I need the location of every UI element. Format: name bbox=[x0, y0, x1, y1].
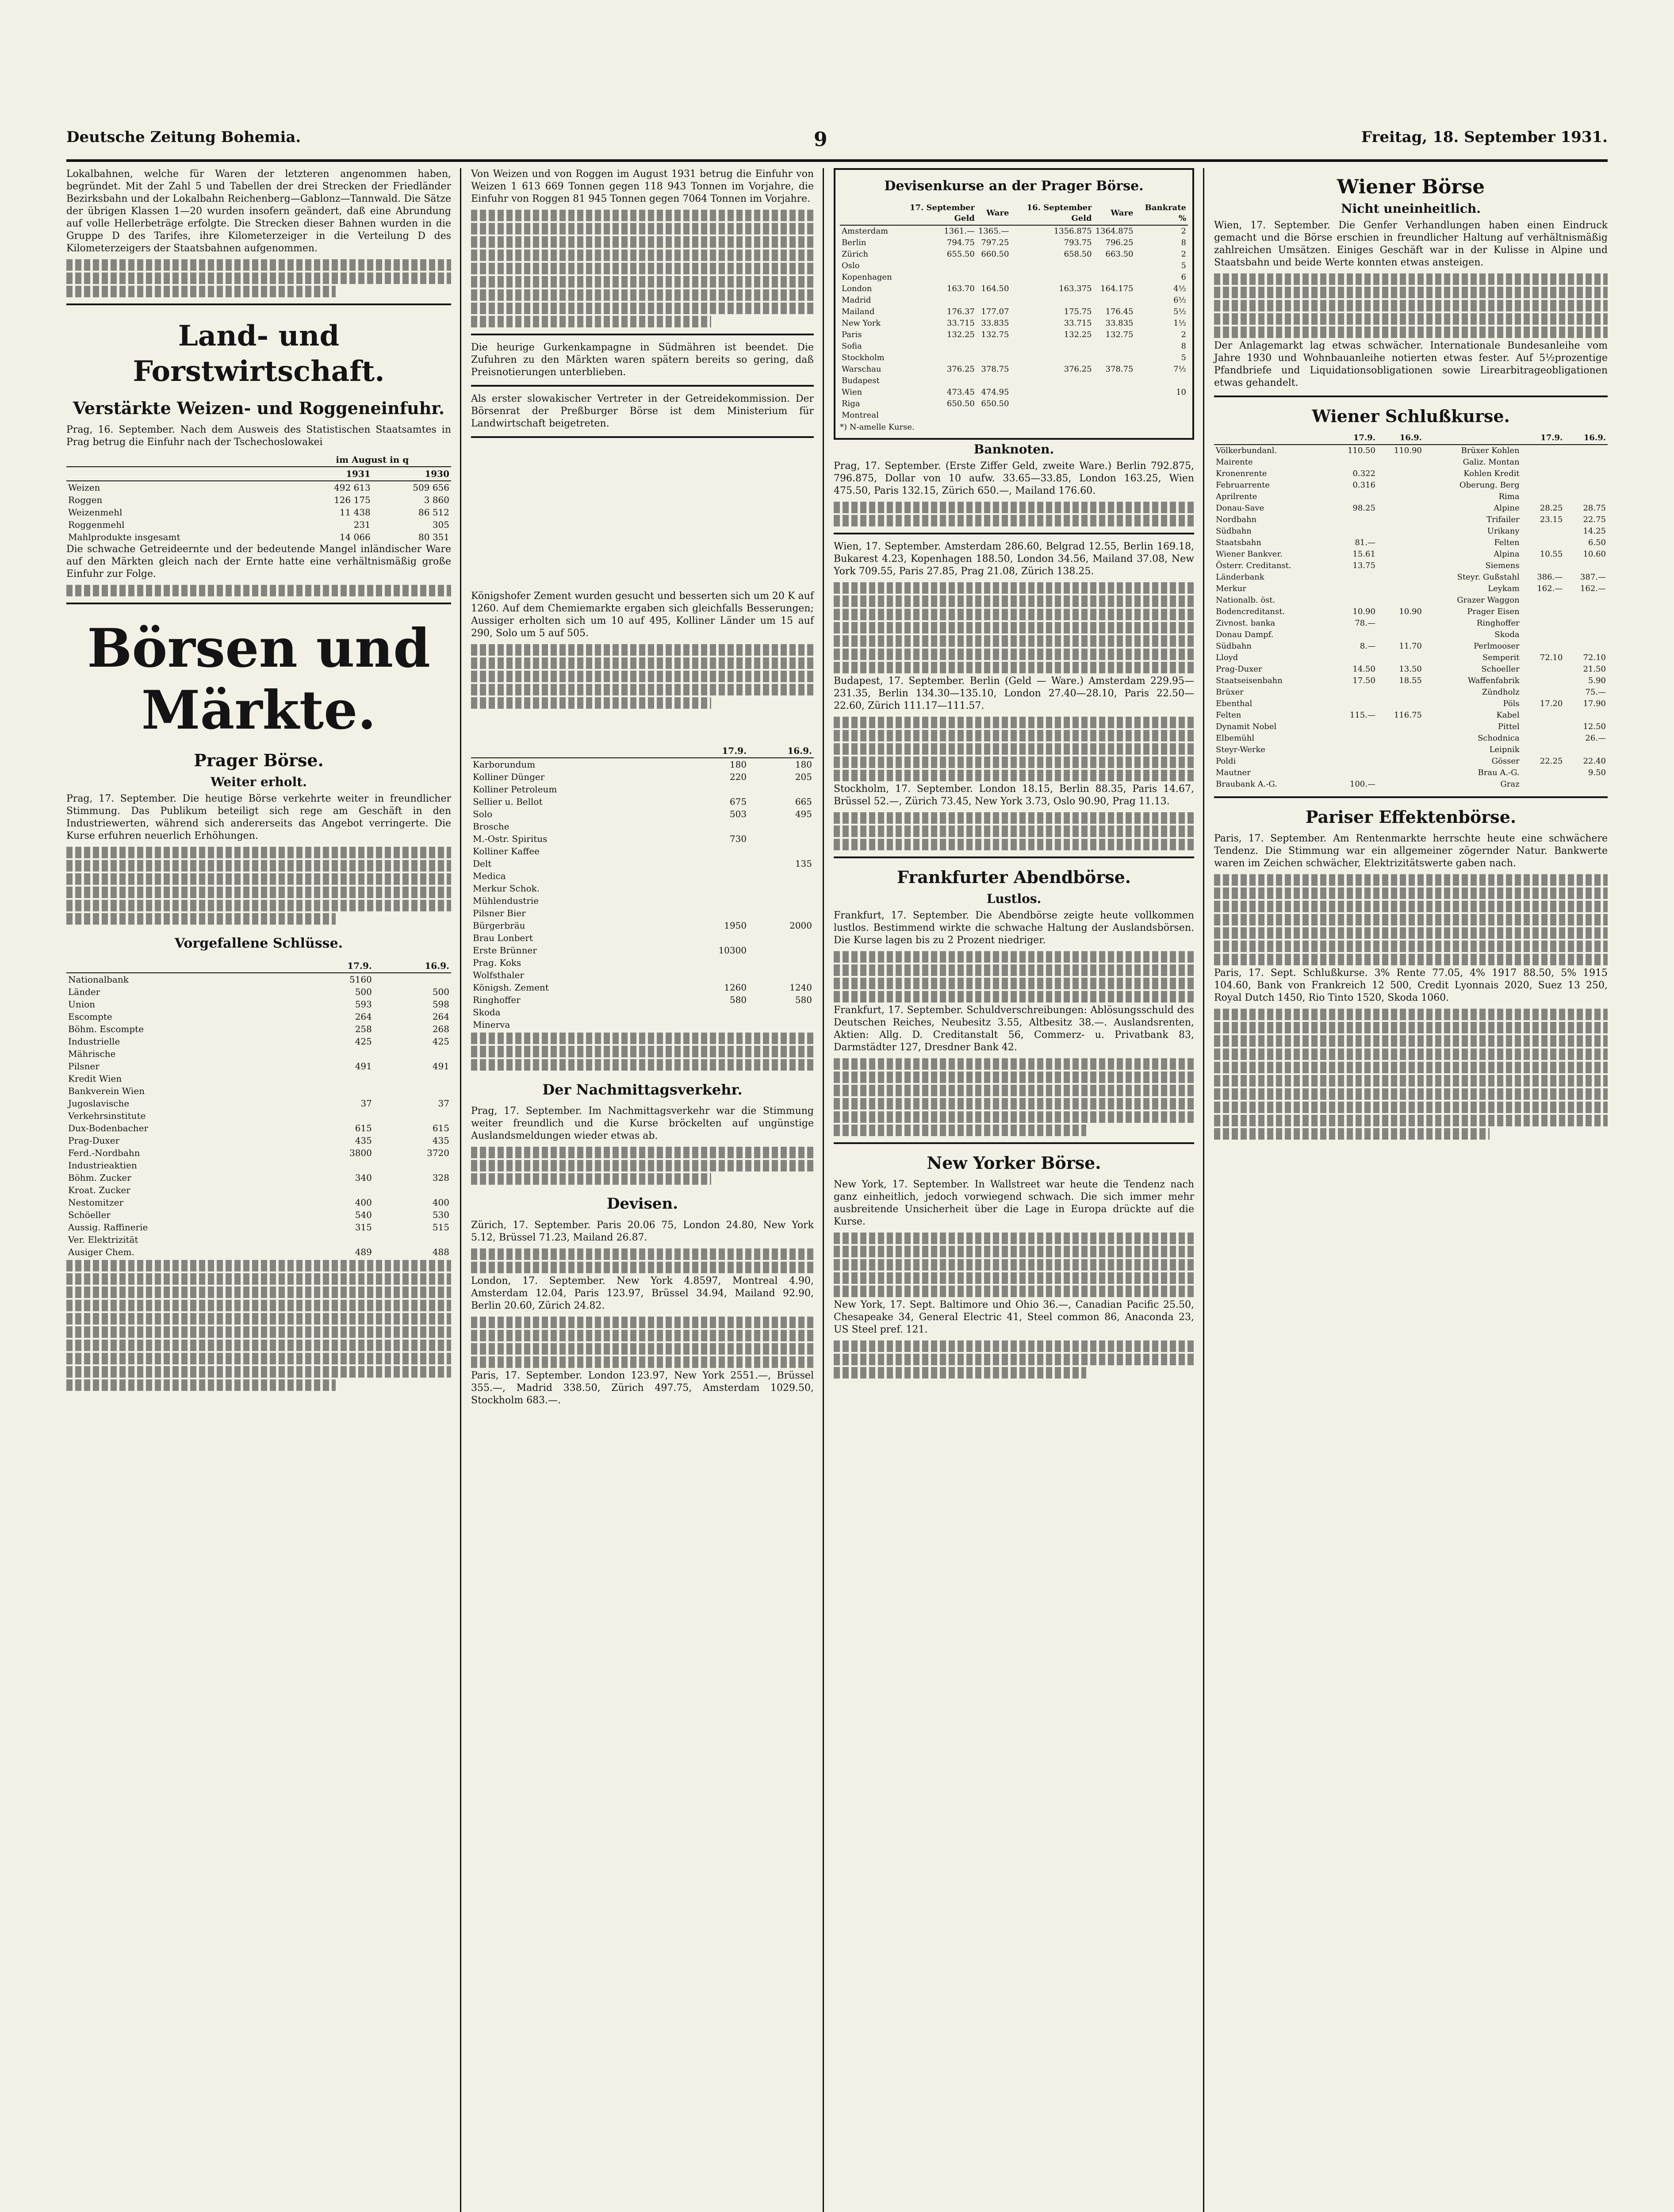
table-row: Solo 503 495 bbox=[473, 809, 812, 819]
table-row: Roggen 126 175 3 860 bbox=[68, 495, 449, 505]
text-line bbox=[1214, 874, 1608, 886]
section-rule bbox=[66, 303, 451, 305]
spacer bbox=[471, 444, 814, 590]
closing-table-2 bbox=[471, 744, 814, 1031]
table-row: Sofia 8 bbox=[842, 342, 1186, 351]
header-rule bbox=[66, 159, 1608, 162]
table-row: Brosche bbox=[473, 821, 509, 832]
newyork-text2: New York, 17. Sept. Baltimore und Ohio 36.—, Canadian Pacific 25.50, Chesapeake 34, General Electric 41, Steel common 86, Anaconda 23, US Steel pref. 121. bbox=[834, 1299, 1194, 1335]
article-rule bbox=[834, 1142, 1194, 1144]
text-line bbox=[834, 730, 1194, 741]
text-line bbox=[834, 812, 1194, 824]
running-head-date: Freitag, 18. September 1931. bbox=[1361, 128, 1608, 146]
table-row: Staatsbahn 81.— Felten 6.50 bbox=[1216, 538, 1606, 547]
table-row: Poldi Gösser 22.25 22.40 bbox=[1216, 757, 1606, 766]
table-row: Zivnost. banka 78.— Ringhoffer bbox=[1216, 618, 1520, 628]
table-row: Zürich 655.50 660.50 658.50 663.50 2 bbox=[842, 250, 1186, 259]
text-line bbox=[834, 515, 1194, 526]
text-line bbox=[471, 236, 814, 248]
text-line bbox=[834, 1098, 1194, 1110]
import-year-1931: 1931 bbox=[294, 467, 372, 481]
text-line bbox=[471, 697, 711, 709]
running-head-title: Deutsche Zeitung Bohemia. bbox=[66, 128, 301, 146]
text-line bbox=[66, 273, 451, 284]
column-4 bbox=[1214, 168, 1608, 1141]
table-row: Donau-Save 98.25 Alpine 28.25 28.75 bbox=[1216, 503, 1606, 513]
table-row: Ferd.-Nordbahn 3800 3720 bbox=[68, 1148, 449, 1158]
text-line bbox=[471, 316, 711, 327]
budapest-text: Budapest, 17. September. Berlin (Geld — Ware.) Amsterdam 229.95—231.35, Berlin 134.30—135.10, London 27.40—28.10, Paris 22.50—22.60, Zürich 111.17—111.57. bbox=[834, 676, 1194, 711]
text-line bbox=[834, 502, 1194, 513]
text-line bbox=[1214, 1009, 1608, 1020]
table-row: Stockholm 5 bbox=[842, 353, 1186, 362]
table-row: Merkur Schok. bbox=[473, 883, 540, 894]
text-line bbox=[834, 635, 1194, 647]
paris-text: Paris, 17. September. Am Rentenmarkte herrschte heute eine schwächere Tendenz. Die Stimmung war ein allgemeiner zögernder Natur. Bankwerte waren im Zeichen schwächer, Elektrizitätswerte gaben nach. bbox=[1214, 833, 1608, 869]
table-row: Mautner Brau A.-G. 9.50 bbox=[1216, 768, 1606, 777]
table-row: Skoda bbox=[473, 1007, 501, 1018]
text-line bbox=[834, 964, 1194, 976]
text-line bbox=[1214, 1115, 1608, 1126]
article-rule bbox=[834, 533, 1194, 534]
text-line bbox=[1214, 1102, 1608, 1113]
text-line bbox=[834, 1259, 1194, 1271]
import-col-unit: im August in q bbox=[294, 453, 451, 467]
text-line bbox=[834, 1367, 1086, 1379]
text-line bbox=[834, 1354, 1194, 1365]
text-line bbox=[834, 649, 1194, 660]
table-row: Steyr-Werke Leipnik bbox=[1216, 745, 1520, 754]
text-line bbox=[1214, 1035, 1608, 1047]
text-line bbox=[66, 1260, 451, 1271]
table-row: Karborundum 180 180 bbox=[473, 759, 812, 770]
table-row: Minerva bbox=[473, 1019, 510, 1030]
article-rule bbox=[834, 856, 1194, 858]
text-line bbox=[471, 303, 814, 314]
stock-text: Königshofer Zement wurden gesucht und besserten sich um 20 K auf 1260. Auf dem Chemiemarkte ergaben sich gleichfalls Besserungen; Aussiger erholten sich um 10 auf 495, Kolliner Länder um 15 auf 290, Solo um 5 auf 505. bbox=[471, 591, 814, 639]
big-title-markets: Börsen und Märkte. bbox=[87, 617, 430, 741]
table-row: Union 593 598 bbox=[68, 999, 449, 1010]
text-line bbox=[66, 259, 451, 271]
column-rule-1 bbox=[460, 168, 461, 2212]
text-line bbox=[1214, 927, 1608, 939]
frankfurt-sub: Lustlos. bbox=[986, 891, 1042, 906]
table-row: Mahlprodukte insgesamt 14 066 80 351 bbox=[68, 532, 449, 542]
newyork-text: New York, 17. September. In Wallstreet war heute die Tendenz nach ganz einheitlich, jedoch vorwiegend schwach. Die sich immer mehr ausbreitende Unsicherheit über die Lage in Europa drückte auf die Kurse. bbox=[834, 1179, 1194, 1227]
newyork-title: New Yorker Börse. bbox=[927, 1153, 1101, 1173]
table-row: Sellier u. Bellot 675 665 bbox=[473, 796, 812, 807]
text-line bbox=[471, 210, 814, 221]
market-text: Von Weizen und von Roggen im August 1931 betrug die Einfuhr von Weizen 1 613 669 Tonnen gegen 118 943 Tonnen im Vorjahre, die Einfuhr von Roggen 81 945 Tonnen gegen 7064 Tonnen im Vorjahre. bbox=[471, 169, 814, 204]
devisen-box bbox=[834, 168, 1194, 440]
text-line bbox=[471, 1330, 814, 1341]
table-row: Wien 473.45 474.95 10 bbox=[842, 388, 1186, 397]
article-text: Prag, 16. September. Nach dem Ausweis des Statistischen Staatsamtes in Prag betrug die Einfuhr nach der Tschechoslowakei bbox=[66, 424, 451, 448]
table-row: Oslo 5 bbox=[842, 261, 1186, 270]
table-row: Paris 132.25 132.75 132.25 132.75 2 bbox=[842, 330, 1186, 339]
text-line bbox=[66, 913, 336, 925]
table-row: Madrid 6½ bbox=[842, 296, 1186, 305]
text-line bbox=[834, 951, 1194, 963]
devisen-zurich: Zürich, 17. September. Paris 20.06 75, London 24.80, New York 5.12, Brüssel 71.23, Mailand 26.87. bbox=[471, 1220, 814, 1243]
text-line bbox=[1214, 914, 1608, 926]
table-row: Braubank A.-G. 100.— Graz bbox=[1216, 780, 1520, 789]
article-rule bbox=[471, 334, 814, 335]
text-line bbox=[1214, 326, 1608, 338]
prague-exchange-sub: Weiter erholt. bbox=[211, 775, 307, 789]
text-line bbox=[471, 1173, 711, 1185]
text-line bbox=[1214, 1088, 1608, 1100]
closing-title: Vorgefallene Schlüsse. bbox=[174, 936, 343, 951]
text-line bbox=[834, 991, 1194, 1002]
closing-table-1 bbox=[66, 959, 451, 1258]
table-row: Kronenrente 0.322 Kohlen Kredit bbox=[1216, 469, 1520, 478]
text-line bbox=[471, 276, 814, 288]
closing-col-date: 16.9. bbox=[748, 744, 814, 758]
table-row: Schöeller 540 530 bbox=[68, 1210, 449, 1220]
text-line bbox=[1214, 273, 1608, 285]
text-line bbox=[834, 622, 1194, 634]
table-row: Riga 650.50 650.50 bbox=[842, 399, 1009, 408]
text-line bbox=[834, 1085, 1194, 1096]
article-headline-imports: Verstärkte Weizen- und Roggeneinfuhr. bbox=[73, 398, 445, 418]
prague-text: Prag, 17. September. Die heutige Börse verkehrte weiter in freundlicher Stimmung. Das Publikum beteiligt sich rege am Geschäft in den Industriewerten, während sich andererseits das Angebot verringerte. Die Kurse erfuhren neuerlich Erhöhungen. bbox=[66, 793, 451, 841]
table-row: Brau Lonbert bbox=[473, 933, 533, 943]
text-line bbox=[471, 1356, 814, 1368]
text-line bbox=[834, 1272, 1194, 1284]
stockholm-text: Stockholm, 17. September. London 18.15, Berlin 88.35, Paris 14.67, Brüssel 52.—, Zürich 73.45, New York 3.73, Oslo 90.90, Prag 11.13. bbox=[834, 783, 1194, 807]
table-row: Mailand 176.37 177.07 175.75 176.45 5½ bbox=[842, 307, 1186, 316]
text-line bbox=[471, 1160, 814, 1171]
table-row: Böhm. Escompte 258 268 bbox=[68, 1024, 449, 1034]
table-row: Pilsner Bier bbox=[473, 908, 526, 918]
text-line bbox=[471, 1033, 814, 1044]
table-row: Industrieaktien bbox=[68, 1160, 137, 1171]
table-row: Bodencreditanst. 10.90 10.90 Prager Eisen bbox=[1216, 607, 1520, 616]
text-line bbox=[471, 1046, 814, 1057]
vienna-title: Wiener Börse bbox=[1337, 176, 1485, 198]
table-row: New York 33.715 33.835 33.715 33.835 1½ bbox=[842, 319, 1186, 328]
text-line bbox=[66, 900, 451, 911]
table-row: Kredit Wien bbox=[68, 1073, 122, 1084]
table-row: Kolliner Kaffee bbox=[473, 846, 540, 856]
devisen-note: *) N-amelle Kurse. bbox=[840, 422, 915, 432]
table-row: Wolfsthaler bbox=[473, 970, 524, 980]
table-row: Brüxer Zündholz 75.— bbox=[1216, 687, 1606, 697]
table-row: Ausiger Chem. 489 488 bbox=[68, 1247, 449, 1257]
text-line bbox=[66, 585, 451, 596]
table-row: Erste Brünner 10300 bbox=[473, 945, 747, 956]
table-row: Länder 500 500 bbox=[68, 987, 449, 997]
text-line bbox=[834, 1111, 1194, 1123]
text-line bbox=[1214, 287, 1608, 298]
text-line bbox=[471, 1059, 814, 1071]
table-row: Weizen 492 613 509 656 bbox=[68, 482, 449, 493]
closing-col-date: 17.9. bbox=[296, 959, 374, 973]
section-title-agriculture: Land- und Forstwirtschaft. bbox=[133, 319, 385, 388]
table-row: Mairente Galiz. Montan bbox=[1216, 457, 1520, 467]
text-line bbox=[834, 978, 1194, 989]
frankfurt-title: Frankfurter Abendbörse. bbox=[896, 867, 1131, 887]
table-row: Ringhoffer 580 580 bbox=[473, 995, 812, 1005]
article-rule bbox=[471, 385, 814, 387]
table-row: Medica bbox=[473, 871, 506, 881]
table-row: Februarrente 0.316 Oberung. Berg bbox=[1216, 480, 1520, 490]
table-row: Escompte 264 264 bbox=[68, 1011, 449, 1022]
text-line bbox=[471, 1262, 814, 1273]
table-row: Südbahn Urikany 14.25 bbox=[1216, 526, 1606, 536]
text-line bbox=[834, 1340, 1194, 1352]
text-line bbox=[66, 847, 451, 858]
table-row: Böhm. Zucker 340 328 bbox=[68, 1172, 449, 1183]
column-rule-3 bbox=[1203, 168, 1204, 2212]
text-line bbox=[834, 1125, 1086, 1136]
text-line bbox=[471, 1317, 814, 1328]
table-row: Königsh. Zement 1260 1240 bbox=[473, 982, 812, 993]
text-line bbox=[1214, 901, 1608, 912]
table-row: Bankverein Wien bbox=[68, 1086, 145, 1096]
table-row: Donau Dampf. Skoda bbox=[1216, 630, 1520, 639]
text-line bbox=[834, 826, 1194, 837]
text-line bbox=[834, 770, 1194, 781]
intro-paragraph: Lokalbahnen, welche für Waren der letzteren angenommen haben, begründet. Mit der Zahl 5 und Tabellen der drei Strecken der Friedländer Bezirksbahn und der Lokalbahn Reichenberg—Gablonz—Tannwald. Die Sätze der übrigen Klassen 1—20 wurden insofern geändert, daß eine Abrundung auf volle Hellerbeträge erfolgte. Die Strecken dieser Bahnen wurden in die Gruppe D des Tarifes, ihre Kilometerzeiger in die Verteilung D des Kilometerzeigers der Staatsbahnen aufgenommen. bbox=[66, 169, 451, 254]
prague-exchange-title: Prager Börse. bbox=[194, 750, 324, 770]
text-line bbox=[1214, 1062, 1608, 1073]
text-line bbox=[471, 1147, 814, 1158]
text-line bbox=[471, 250, 814, 261]
text-line bbox=[471, 1248, 814, 1260]
table-row: Nestomitzer 400 400 bbox=[68, 1197, 449, 1208]
table-row: Jugoslavische 37 37 bbox=[68, 1098, 449, 1109]
table-row: Kolliner Dünger 220 205 bbox=[473, 772, 812, 782]
article-rule bbox=[1214, 396, 1608, 397]
table-row: Lloyd Semperit 72.10 72.10 bbox=[1216, 653, 1606, 662]
table-row: Verkehrsinstitute bbox=[68, 1110, 146, 1121]
table-row: Delt 135 bbox=[473, 858, 812, 869]
traders-text: Als erster slowakischer Vertreter in der Getreidekommission. Der Börsenrat der Preßburger Börse ist dem Ministerium für Landwirtschaft beigetreten. bbox=[471, 393, 814, 429]
text-line bbox=[1214, 1048, 1608, 1060]
closing-col-date: 17.9. bbox=[675, 744, 748, 758]
text-line bbox=[834, 1071, 1194, 1083]
table-row: Nationalbank 5160 bbox=[68, 974, 372, 985]
text-line bbox=[1214, 941, 1608, 952]
table-row: Aussig. Raffinerie 315 515 bbox=[68, 1222, 449, 1233]
column-rule-2 bbox=[823, 168, 824, 2212]
devisen-london: London, 17. September. New York 4.8597, Montreal 4.90, Amsterdam 12.04, Paris 123.97, Brüssel 34.94, Mailand 92.90, Berlin 20.60, Zürich 24.82. bbox=[471, 1275, 814, 1311]
table-row: Montreal bbox=[842, 411, 879, 420]
table-row: Weizenmehl 11 438 86 512 bbox=[68, 507, 449, 518]
table-row: Industrielle 425 425 bbox=[68, 1036, 449, 1047]
table-row: Berlin 794.75 797.25 793.75 796.25 8 bbox=[842, 238, 1186, 247]
table-row: Ebenthal Pöls 17.20 17.90 bbox=[1216, 699, 1606, 708]
import-col-blank bbox=[66, 453, 294, 467]
banknotes-title: Banknoten. bbox=[973, 442, 1054, 457]
article-end: Die schwache Getreideernte und der bedeutende Mangel inländischer Ware auf den Märkten gleich nach der Ernte hatte eine verhältnismäßig große Einfuhr zur Folge. bbox=[66, 544, 451, 580]
text-line bbox=[834, 717, 1194, 728]
afternoon-text: Prag, 17. September. Im Nachmittagsverkehr war die Stimmung weiter freundlich und die Kurse bröckelten auf ungünstige Auslandsmeldungen wieder etwas ab. bbox=[471, 1106, 814, 1141]
text-line bbox=[471, 644, 814, 656]
text-line bbox=[1214, 1128, 1490, 1140]
table-row: Mühlendustrie bbox=[473, 895, 539, 906]
text-line bbox=[66, 1326, 451, 1338]
table-row: Ver. Elektrizität bbox=[68, 1234, 138, 1245]
table-row: Bürgerbräu 1950 2000 bbox=[473, 920, 812, 931]
text-line bbox=[66, 1286, 451, 1298]
column-1 bbox=[66, 168, 451, 1393]
text-line bbox=[1214, 954, 1608, 965]
devisen-table: 17. September Geld Ware 16. September Geld Ware Bankrate % Amsterdam 1361.— 1365.— 1356.875 1364.875 2 Berlin 794.75 797.25 793.75 796.25 8 Zürich 655.50 660.50 658.50 663.50 2 Oslo 5 Kopenhagen 6 London 163.70 164.50 163.375 164.175 4½ Madrid 6½ Mailand 176.37 177.07 175.75 176.45 5½ New York 33.715 33.835 33.715 33.835 1½ Paris 132.25 132.75 132.25 132.75 2 Sofia 8 Stockholm 5 Warschau 376.25 378.75 376.25 378.75 7½ Budapest Wien 473.45 474.95 10 Riga 650.50 650.50 Montreal bbox=[840, 202, 1188, 421]
table-row: Prag. Koks bbox=[473, 957, 521, 968]
text-line bbox=[66, 1273, 451, 1285]
text-line bbox=[1214, 1075, 1608, 1087]
table-row: Kopenhagen 6 bbox=[842, 273, 1186, 282]
text-line bbox=[66, 860, 451, 872]
text-line bbox=[834, 1246, 1194, 1257]
table-row: Pilsner 491 491 bbox=[68, 1061, 449, 1071]
text-line bbox=[1214, 887, 1608, 899]
frankfurt-text2: Frankfurt, 17. September. Schuldverschreibungen: Ablösungsschuld des Deutschen Reiches, Neubesitz 3.55, Altbesitz 38.—. Auslandsrenten, Aktien: Allg. D. Creditanstalt 56, Commerz- u. Privatbank 83, Darmstädter 127, Dresdner Bank 42. bbox=[834, 1005, 1194, 1053]
vienna-text2: Der Anlagemarkt lag etwas schwächer. Internationale Bundesanleihe vom Jahre 1930 und Wohnbauanleihe notierten etwas fester. Auf 5½prozentige Pfandbriefe und Liquidationsobligationen sowie Lirearbitrageobligationen etwas gehandelt. bbox=[1214, 340, 1608, 388]
column-3 bbox=[834, 168, 1194, 1380]
table-row: Kolliner Petroleum bbox=[473, 784, 557, 795]
table-row: Österr. Creditanst. 13.75 Siemens bbox=[1216, 561, 1520, 570]
text-line bbox=[834, 662, 1194, 673]
table-row: Prag-Duxer 14.50 13.50 Schoeller 21.50 bbox=[1216, 664, 1606, 674]
import-table bbox=[66, 453, 451, 543]
table-row: Elbemühl Schodnica 26.— bbox=[1216, 733, 1606, 743]
text-line bbox=[66, 1379, 336, 1391]
table-row: Merkur Leykam 162.— 162.— bbox=[1216, 584, 1606, 593]
text-line bbox=[834, 743, 1194, 755]
table-row: Nordbahn Trifailer 23.15 22.75 bbox=[1216, 515, 1606, 524]
page-number: 9 bbox=[814, 128, 827, 151]
paris-text2: Paris, 17. Sept. Schlußkurse. 3% Rente 77.05, 4% 1917 88.50, 5% 1915 104.60, Bank von Frankreich 12 500, Credit Lyonnais 2020, Suez 13 250, Royal Dutch 1450, Rio Tinto 1520, Skoda 1060. bbox=[1214, 968, 1608, 1003]
text-line bbox=[834, 1286, 1194, 1297]
banknotes-text: Prag, 17. September. (Erste Ziffer Geld, zweite Ware.) Berlin 792.875, 796.875, Dollar von 10 aufw. 33.65—33.85, London 163.25, Wien 475.50, Paris 132.15, Zürich 650.—, Mailand 176.60. bbox=[834, 461, 1194, 496]
text-line bbox=[471, 223, 814, 234]
table-row: Mährische bbox=[68, 1048, 116, 1059]
text-line bbox=[471, 289, 814, 301]
text-line bbox=[834, 582, 1194, 594]
devisen-paris: Paris, 17. September. London 123.97, New York 2551.—, Brüssel 355.—, Madrid 338.50, Zürich 497.75, Amsterdam 1029.50, Stockholm 683.—. bbox=[471, 1370, 814, 1406]
text-line bbox=[834, 595, 1194, 607]
article-rule bbox=[1214, 796, 1608, 798]
text-line bbox=[471, 657, 814, 669]
table-row: Kroat. Zucker bbox=[68, 1185, 130, 1195]
table-row: M.-Ostr. Spiritus 730 bbox=[473, 833, 747, 844]
table-row: Prag-Duxer 435 435 bbox=[68, 1135, 449, 1146]
frankfurt-text: Frankfurt, 17. September. Die Abendbörse zeigte heute vollkommen lustlos. Bestimmend wirkte die schwache Haltung der Auslandsbörsen. Die Kurse lagen bis zu 2 Prozent niedriger. bbox=[834, 910, 1194, 946]
table-row: Nationalb. öst. Grazer Waggon bbox=[1216, 595, 1520, 605]
text-line bbox=[66, 1300, 451, 1311]
table-row: Dux-Bodenbacher 615 615 bbox=[68, 1123, 449, 1133]
text-line bbox=[834, 609, 1194, 620]
devisen-box-title: Devisenkurse an der Prager Börse. bbox=[884, 178, 1144, 194]
text-line bbox=[1214, 313, 1608, 325]
table-row: London 163.70 164.50 163.375 164.175 4½ bbox=[842, 284, 1186, 293]
table-row: Felten 115.— 116.75 Kabel bbox=[1216, 710, 1520, 720]
table-row: Staatseisenbahn 17.50 18.55 Waffenfabrik 5.90 bbox=[1216, 676, 1606, 685]
text-line bbox=[834, 757, 1194, 768]
text-line bbox=[1214, 1022, 1608, 1033]
table-row: Völkerbundanl. 110.50 110.90 Brüxer Kohlen bbox=[1216, 446, 1520, 455]
text-line bbox=[66, 1353, 451, 1364]
table-row: Roggenmehl 231 305 bbox=[68, 519, 449, 530]
vienna-rates-table: 17.9. 16.9. 17.9. 16.9. Völkerbundanl. 110.50 110.90 Brüxer Kohlen Mairente Galiz. Montan Kronenrente 0.322 Kohlen Kredit Februarrente 0.316 Oberung. Berg Aprilrente Rima Donau-Save 98.25 Alpine 28.25 28.75 Nordbahn Trifailer 23.15 22.75 Südbahn Urikany 14.25 Staatsbahn 81.— Felten 6.50 Wiener Bankver. 15.61 Alpina 10.55 10.60 Österr. Creditanst. 13.75 Siemens Länderbank Steyr. Gußstahl 386.— 387.— Merkur Leykam 162.— 162.— Nationalb. öst. Grazer Waggon Bodencreditanst. 10.90 10.90 Prager Eisen Zivnost. banka 78.— Ringhoffer Donau Dampf. Skoda Südbahn 8.— 11.70 Perlmooser Lloyd Semperit 72.10 72.10 Prag-Duxer 14.50 13.50 Schoeller 21.50 Staatseisenbahn 17.50 18.55 Waffenfabrik 5.90 Brüxer Zündholz 75.— Ebenthal Pöls 17.20 17.90 Felten 115.— 116.75 Kabel Dynamit Nobel Pittel 12.50 Elbemühl Schodnica 26.— Steyr-Werke Leipnik Poldi Gösser 22.25 22.40 Mautner Brau A.-G. 9.50 Braubank A.-G. 100.— Graz bbox=[1214, 432, 1608, 790]
pickle-text: Die heurige Gurkenkampagne in Südmähren ist beendet. Die Zufuhren zu den Märkten waren spätern bereits so gering, daß Preisnotierungen unterblieben. bbox=[471, 342, 814, 378]
section-rule bbox=[66, 603, 451, 604]
vienna-rates-title: Wiener Schlußkurse. bbox=[1312, 406, 1510, 426]
afternoon-title: Der Nachmittagsverkehr. bbox=[542, 1081, 743, 1098]
text-line bbox=[834, 839, 1194, 850]
table-row: Wiener Bankver. 15.61 Alpina 10.55 10.60 bbox=[1216, 549, 1606, 559]
text-line bbox=[471, 684, 814, 695]
table-row: Budapest bbox=[842, 376, 880, 385]
table-row: Warschau 376.25 378.75 376.25 378.75 7½ bbox=[842, 365, 1186, 374]
text-line bbox=[66, 1340, 451, 1351]
import-col-blank2 bbox=[66, 467, 294, 481]
text-line bbox=[834, 1058, 1194, 1070]
text-line bbox=[66, 286, 336, 297]
article-rule bbox=[471, 436, 814, 438]
text-line bbox=[471, 1343, 814, 1355]
devisen-title: Devisen. bbox=[606, 1195, 678, 1213]
paris-title: Pariser Effektenbörse. bbox=[1305, 807, 1517, 827]
vienna-text: Wien, 17. September. Die Genfer Verhandlungen haben einen Eindruck gemacht und die Börse erschien in freundlicher Haltung auf verhältnismäßig zahlreichen Umsätzen. Einiges Geschäft war in der Kulisse in Alpine und Staatsbahn und beide Werte konnten etwas ansteigen. bbox=[1214, 220, 1608, 268]
text-line bbox=[471, 671, 814, 682]
import-year-1930: 1930 bbox=[372, 467, 451, 481]
column-2 bbox=[471, 168, 814, 1411]
text-line bbox=[1214, 300, 1608, 311]
text-line bbox=[66, 1366, 451, 1378]
text-line bbox=[471, 263, 814, 274]
text-line bbox=[66, 887, 451, 898]
table-row: Amsterdam 1361.— 1365.— 1356.875 1364.875 2 bbox=[842, 227, 1186, 236]
closing-col-date: 16.9. bbox=[374, 959, 451, 973]
vienna-subhead: Nicht uneinheitlich. bbox=[1341, 201, 1481, 216]
text-line bbox=[66, 873, 451, 885]
table-row: Aprilrente Rima bbox=[1216, 492, 1520, 501]
text-line bbox=[66, 1313, 451, 1325]
wien-text: Wien, 17. September. Amsterdam 286.60, Belgrad 12.55, Berlin 169.18, Bukarest 4.23, Kopenhagen 188.50, London 34.56, Mailand 37.08, New York 709.55, Paris 27.85, Prag 21.08, Zürich 138.25. bbox=[834, 541, 1194, 577]
text-line bbox=[834, 1233, 1194, 1244]
table-row: Länderbank Steyr. Gußstahl 386.— 387.— bbox=[1216, 572, 1606, 582]
table-row: Dynamit Nobel Pittel 12.50 bbox=[1216, 722, 1606, 731]
table-row: Südbahn 8.— 11.70 Perlmooser bbox=[1216, 641, 1520, 651]
